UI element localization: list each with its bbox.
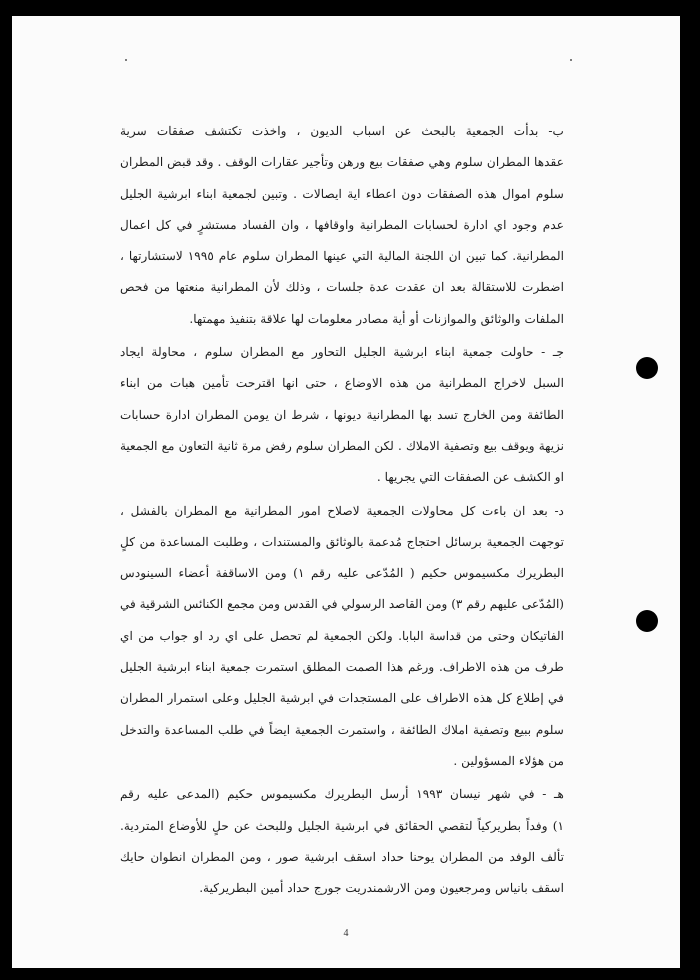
text-line: سلوم ببيع وتصفية املاك الطائفة ، واستمرت الجمعية ايضاً في طلب المساعدة والتدخل bbox=[120, 722, 564, 737]
text-line: عدم وجود اي ادارة لحسابات المطرانية واوقافها ، وان الفساد مستشرٍ في كل اعمال bbox=[120, 217, 564, 232]
page-number: 4 bbox=[343, 928, 349, 939]
body-text bbox=[120, 116, 564, 904]
text-line: المطرانية. كما تبين ان اللجنة المالية التي عينها المطران سلوم عام ١٩٩٥ لاستشارتها ، bbox=[120, 249, 564, 264]
document-page bbox=[12, 16, 680, 968]
punch-hole bbox=[636, 610, 658, 632]
text-line: في إطلاع كل هذه الاطراف على المستجدات في ابرشية الجليل وعلى استمرار المطران bbox=[120, 691, 564, 706]
dust-speck bbox=[125, 59, 127, 61]
text-line: اضطرت للاستقالة بعد ان عقدت عدة جلسات ، وذلك لأن المطرانية منعتها من فحص bbox=[120, 280, 564, 295]
text-line: الفاتيكان وحتى من قداسة البابا. ولكن الجمعية لم تحصل على اي رد او جواب من اي bbox=[120, 628, 564, 643]
text-line: ب- بدأت الجمعية بالبحث عن اسباب الديون ، واخذت تكتشف صفقات سرية bbox=[120, 124, 564, 138]
paragraph-jim bbox=[120, 337, 564, 493]
text-line: جـ - حاولت جمعية ابناء ابرشية الجليل التحاور مع المطران سلوم ، محاولة ايجاد bbox=[120, 345, 564, 360]
dust-speck bbox=[570, 59, 572, 61]
paragraph-dal bbox=[120, 496, 564, 778]
text-line: نزيهة ويوقف بيع وتصفية الاملاك . لكن المطران سلوم رفض مرة ثانية التعاون مع الجمعية bbox=[120, 438, 564, 453]
text-line: ١) وفداً بطريركياً لتقصي الحقائق في ابرشية الجليل وللبحث عن حلٍ للأوضاع المتردية. bbox=[120, 818, 564, 833]
text-line: (المُدّعى عليهم رقم ٣) ومن القاصد الرسولي في القدس ومن مجمع الكنائس الشرقية في bbox=[120, 597, 564, 612]
paragraph-b bbox=[120, 116, 564, 335]
text-line: السبل لاخراج المطرانية من هذه الاوضاع ، حتى انها اقترحت تأمين هبات من ابناء bbox=[120, 376, 564, 391]
text-line: تألف الوفد من المطران يوحنا حداد اسقف ابرشية صور ، ومن المطران انطوان حايك bbox=[120, 849, 564, 864]
punch-hole bbox=[636, 357, 658, 379]
text-line: طرف من هذه الاطراف. ورغم هذا الصمت المطلق استمرت جمعية ابناء ابرشية الجليل bbox=[120, 660, 564, 675]
text-line: اسقف بانياس ومرجعيون ومن الارشمندريت جورج حداد أمين البطريركية. bbox=[199, 881, 564, 896]
text-line: من هؤلاء المسؤولين . bbox=[453, 753, 564, 768]
text-line: د- بعد ان باءت كل محاولات الجمعية لاصلاح امور المطرانية مع المطران بالفشل ، bbox=[120, 503, 564, 518]
text-line: توجهت الجمعية برسائل احتجاج مُدعمة بالوثائق والمستندات ، وطلبت المساعدة من كلٍ bbox=[120, 534, 564, 549]
text-line: الملفات والوثائق والموازنات أو أية مصادر معلومات لها علاقة بتنفيذ مهمتها. bbox=[189, 311, 564, 326]
text-line: هـ - في شهر نيسان ١٩٩٣ أرسل البطريرك مكسيموس حكيم (المدعى عليه رقم bbox=[120, 787, 564, 802]
text-line: عقدها المطران سلوم وهي صفقات بيع ورهن وتأجير عقارات الوقف . وقد قبض المطران bbox=[120, 155, 564, 170]
paragraph-ha bbox=[120, 779, 564, 904]
text-line: سلوم اموال هذه الصفقات دون اعطاء اية ايصالات . وتبين لجمعية ابناء ابرشية الجليل bbox=[120, 186, 564, 201]
text-line: البطريرك مكسيموس حكيم ( المُدّعى عليه رقم ١) ومن الاساقفة أعضاء السينودس bbox=[120, 566, 564, 581]
text-line: الطائفة ومن الخارج تسد بها المطرانية ديونها ، شرط ان يومن المطران ادارة حسابات bbox=[120, 407, 564, 422]
text-line: او الكشف عن الصفقات التي يجريها . bbox=[376, 470, 564, 485]
